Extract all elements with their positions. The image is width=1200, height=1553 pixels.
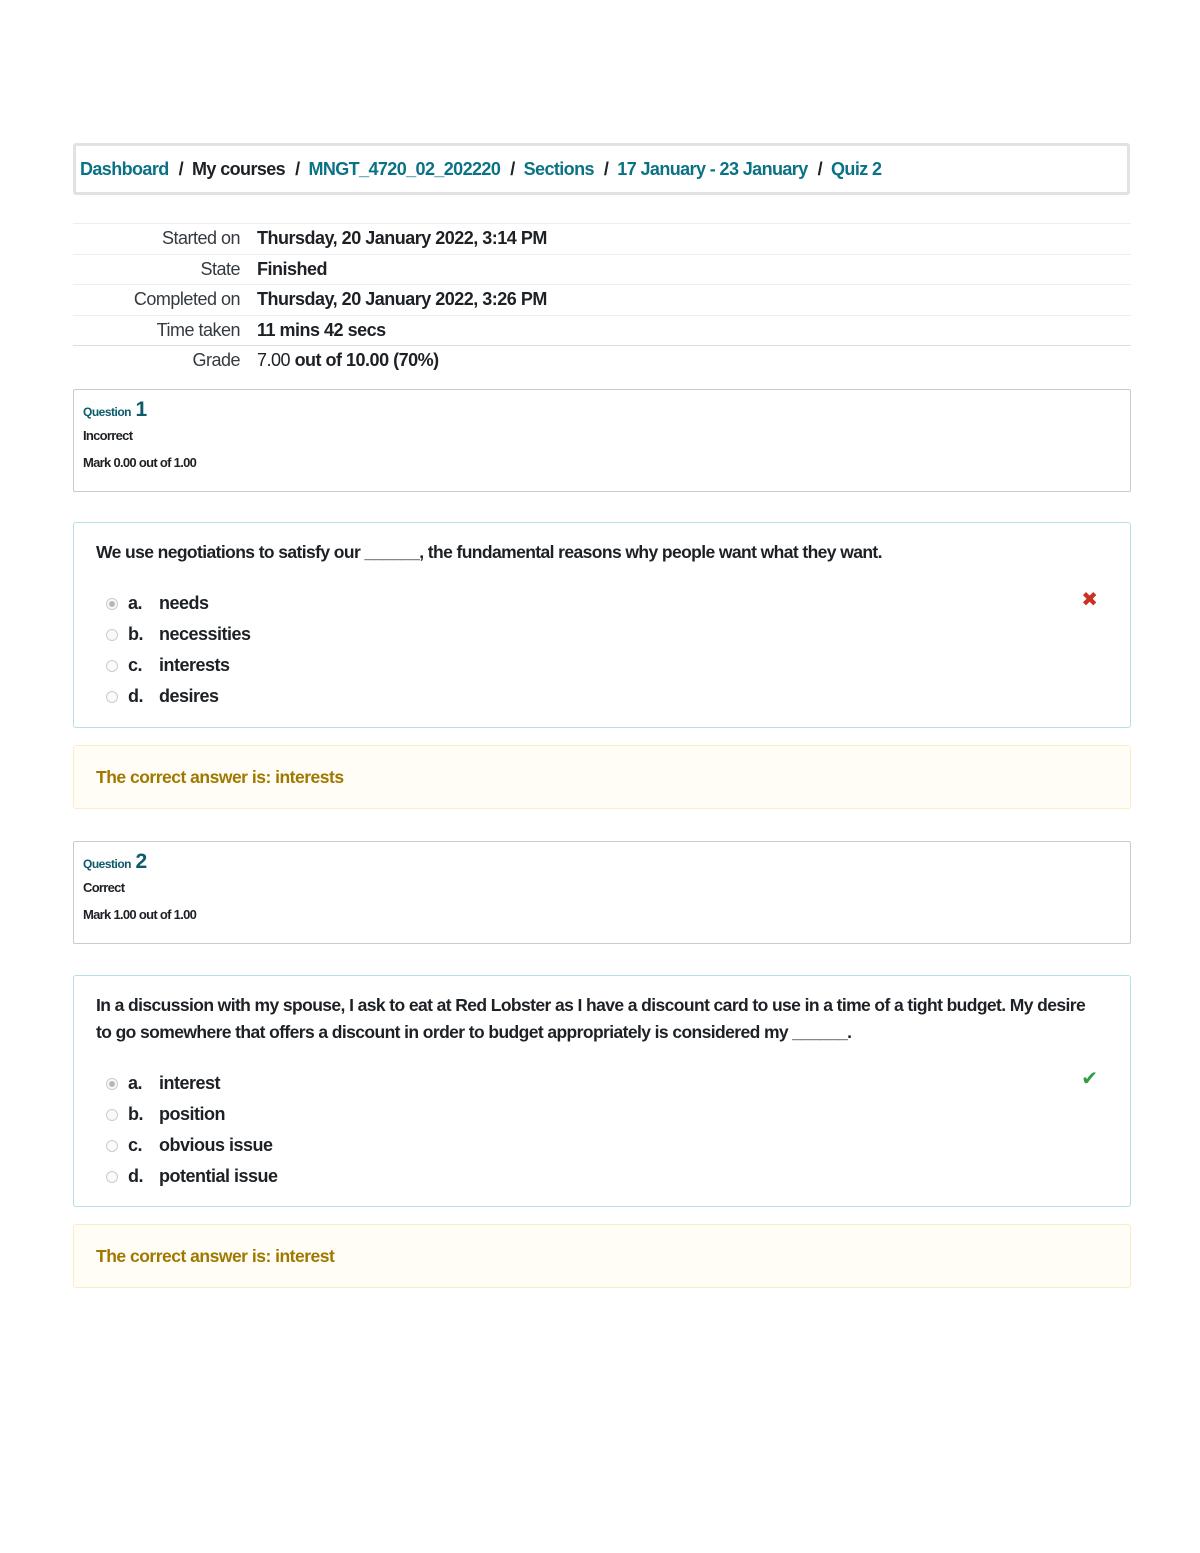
time-taken-label: Time taken — [156, 319, 240, 340]
summary-row-grade — [73, 345, 1131, 376]
answer-option-d[interactable] — [96, 681, 1108, 712]
question-state: Incorrect — [83, 428, 133, 443]
grade-value — [240, 350, 439, 371]
question-1-correct-answer — [73, 745, 1131, 809]
attempt-summary-table — [73, 223, 1131, 376]
answer-text: interest — [159, 1073, 221, 1093]
breadcrumb-separator: / — [295, 158, 300, 179]
grade-out-of: out of 10.00 (70%) — [294, 350, 439, 371]
answer-text: position — [159, 1104, 225, 1124]
completed-on-label: Completed on — [133, 289, 240, 310]
answer-letter: b. — [128, 624, 143, 644]
breadcrumb-quiz-link[interactable]: Quiz 2 — [831, 158, 882, 179]
answer-text: needs — [159, 593, 209, 613]
breadcrumb-separator: / — [603, 158, 609, 179]
answer-letter: d. — [128, 686, 143, 706]
radio-button[interactable] — [106, 660, 118, 672]
answer-letter: a. — [128, 1073, 143, 1093]
question-state: Correct — [83, 880, 125, 895]
question-number: 2 — [135, 850, 148, 873]
answer-option-c[interactable] — [96, 650, 1108, 681]
answer-letter: a. — [128, 593, 143, 613]
answer-text: necessities — [159, 624, 251, 644]
radio-button[interactable] — [106, 1171, 118, 1183]
question-number: 1 — [135, 398, 148, 421]
breadcrumb-dashboard-link[interactable]: Dashboard — [80, 158, 169, 179]
radio-button-selected[interactable] — [106, 598, 118, 610]
completed-on-value: Thursday, 20 January 2022, 3:26 PM — [257, 289, 547, 310]
radio-button[interactable] — [106, 629, 118, 641]
answer-letter: b. — [128, 1104, 143, 1124]
answer-letter: c. — [128, 655, 143, 675]
question-1-formulation — [73, 522, 1131, 728]
question-label: Question — [83, 857, 132, 871]
answer-option-a[interactable] — [96, 1068, 1108, 1099]
breadcrumb-my-courses: My courses — [192, 158, 286, 179]
question-2-correct-answer — [73, 1224, 1131, 1288]
correct-answer-text: The correct answer is: interest — [96, 1245, 335, 1266]
breadcrumb — [73, 143, 1130, 195]
answer-option-b[interactable] — [96, 1099, 1108, 1130]
breadcrumb-week-link[interactable]: 17 January - 23 January — [617, 158, 808, 179]
answer-text: interests — [159, 655, 230, 675]
started-on-label: Started on — [161, 228, 240, 249]
breadcrumb-course-link[interactable]: MNGT_4720_02_202220 — [308, 158, 501, 179]
answer-option-d[interactable] — [96, 1161, 1108, 1192]
state-label: State — [200, 258, 240, 279]
radio-button[interactable] — [106, 691, 118, 703]
summary-row-state — [73, 254, 1131, 285]
summary-row-time — [73, 315, 1131, 346]
state-value: Finished — [257, 258, 328, 279]
question-number-heading — [83, 398, 1121, 422]
radio-button-selected[interactable] — [106, 1078, 118, 1090]
answer-text: desires — [159, 686, 219, 706]
question-mark: Mark 1.00 out of 1.00 — [83, 907, 197, 922]
summary-row-completed — [73, 284, 1131, 315]
correct-answer-text: The correct answer is: interests — [96, 766, 344, 787]
question-text: We use negotiations to satisfy our ______, the fundamental reasons why people want what they want. — [96, 542, 882, 562]
answer-letter: c. — [128, 1135, 143, 1155]
grade-score: 7.00 — [257, 350, 291, 371]
question-label: Question — [83, 405, 132, 419]
answer-text: obvious issue — [159, 1135, 273, 1155]
summary-row-started — [73, 223, 1131, 254]
question-mark: Mark 0.00 out of 1.00 — [83, 455, 197, 470]
question-1-info — [73, 389, 1131, 492]
breadcrumb-separator: / — [817, 158, 823, 179]
answer-text: potential issue — [159, 1166, 278, 1186]
answer-option-a[interactable] — [96, 588, 1108, 619]
answer-letter: d. — [128, 1166, 143, 1186]
answer-list — [96, 1068, 1108, 1192]
breadcrumb-sections-link[interactable]: Sections — [523, 158, 594, 179]
incorrect-x-icon: ✖ — [1081, 589, 1098, 611]
answer-option-c[interactable] — [96, 1130, 1108, 1161]
question-2-info — [73, 841, 1131, 944]
question-text: In a discussion with my spouse, I ask to eat at Red Lobster as I have a discount card to use in a time of a tight budget. My desire to go somewhere that offers a discount in order to budget appropriately is considered my ______. — [96, 995, 1086, 1042]
started-on-value: Thursday, 20 January 2022, 3:14 PM — [257, 228, 547, 249]
radio-button[interactable] — [106, 1109, 118, 1121]
breadcrumb-separator: / — [510, 158, 515, 179]
radio-button[interactable] — [106, 1140, 118, 1152]
question-2-formulation — [73, 975, 1131, 1207]
breadcrumb-separator: / — [178, 158, 184, 179]
question-number-heading — [83, 850, 1121, 874]
time-taken-value: 11 mins 42 secs — [257, 319, 386, 340]
answer-option-b[interactable] — [96, 619, 1108, 650]
answer-list — [96, 588, 1108, 712]
grade-label: Grade — [192, 350, 240, 371]
correct-check-icon: ✔ — [1081, 1068, 1098, 1090]
